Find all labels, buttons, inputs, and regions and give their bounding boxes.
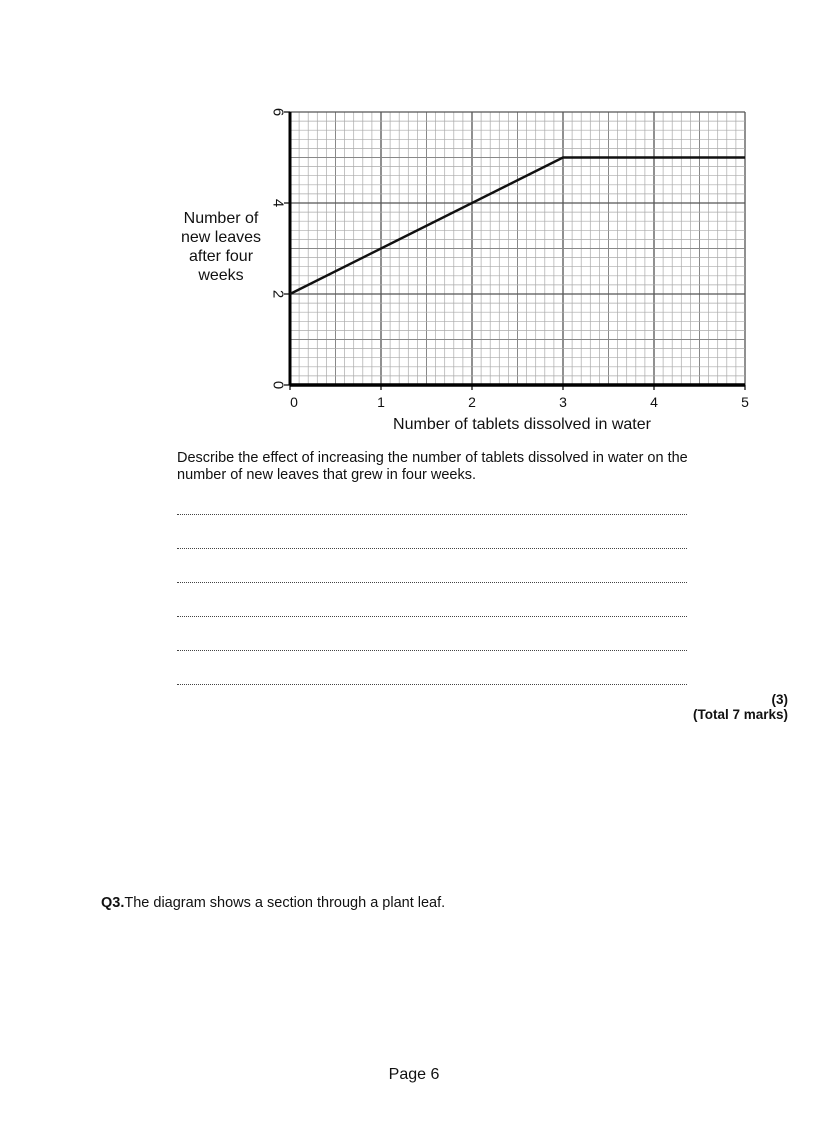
page-number: Page 6 xyxy=(388,1066,440,1083)
x-tick-label: 1 xyxy=(377,394,385,410)
question-text: Describe the effect of increasing the number of tablets dissolved in water on the number of new leaves that grew in four weeks. xyxy=(177,450,688,483)
line-chart xyxy=(0,0,828,440)
question-3 xyxy=(101,895,445,911)
part-marks: (3) xyxy=(771,692,788,707)
answer-line[interactable] xyxy=(177,582,687,583)
x-tick-label: 5 xyxy=(741,394,749,410)
total-marks: (Total 7 marks) xyxy=(692,707,788,722)
x-tick-label: 4 xyxy=(650,394,658,410)
answer-line[interactable] xyxy=(177,548,687,549)
y-axis-label: Number of new leaves after four weeks xyxy=(180,210,262,284)
x-tick-label: 2 xyxy=(468,394,476,410)
question-3-number: Q3. xyxy=(101,895,125,911)
chart-grid xyxy=(290,112,745,385)
x-tick-label: 3 xyxy=(559,394,567,410)
marks-box xyxy=(693,692,788,722)
x-tick-label: 0 xyxy=(290,394,298,410)
y-tick-label: 6 xyxy=(269,107,287,117)
y-tick-label: 0 xyxy=(269,380,287,390)
question-3-text: The diagram shows a section through a plant leaf. xyxy=(124,895,446,911)
answer-line[interactable] xyxy=(177,650,687,651)
x-axis-label: Number of tablets dissolved in water xyxy=(393,416,651,433)
answer-line[interactable] xyxy=(177,616,687,617)
y-tick-label: 2 xyxy=(269,289,287,299)
chart-ticks xyxy=(270,108,750,410)
answer-line[interactable] xyxy=(177,514,687,515)
y-tick-label: 4 xyxy=(269,198,287,208)
answer-line[interactable] xyxy=(177,684,687,685)
